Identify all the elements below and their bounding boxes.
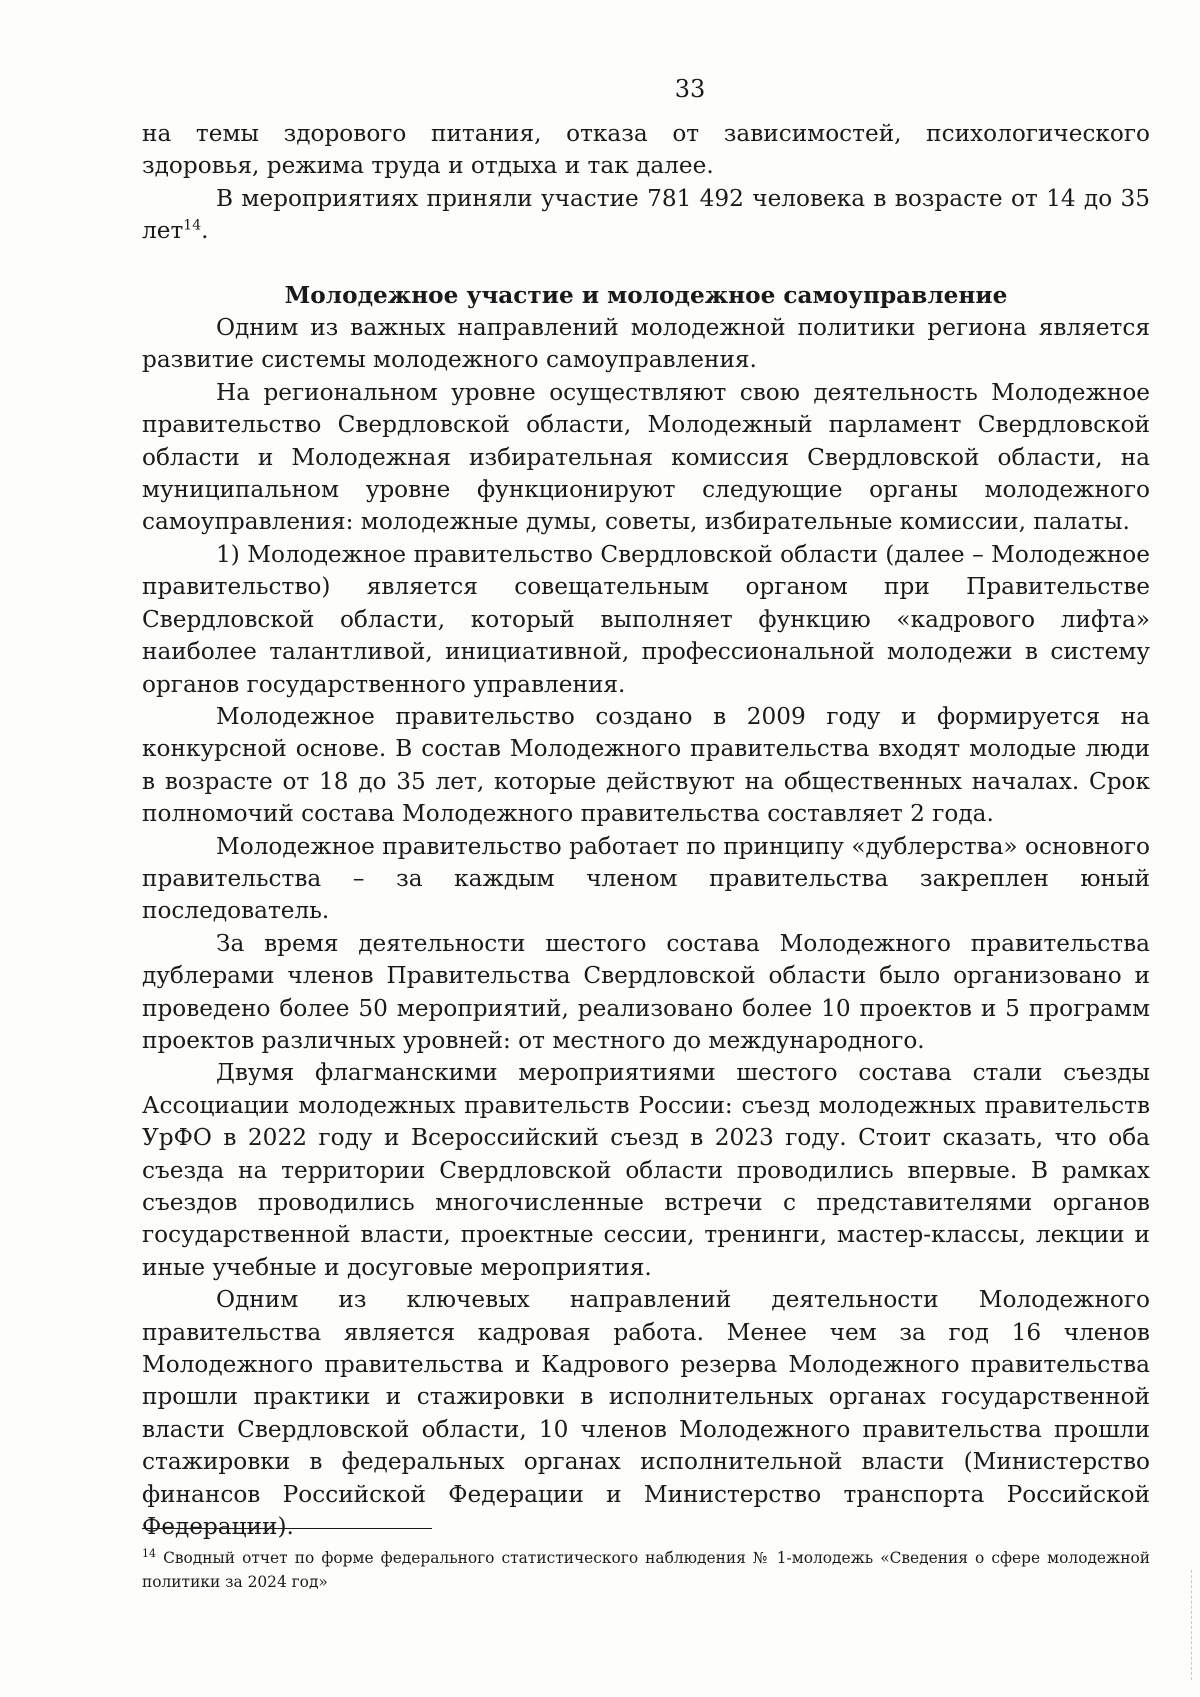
- footnote-divider: [142, 1528, 432, 1529]
- paragraph-regional-bodies: На региональном уровне осуществляют свою деятельность Молодежное правительство Свердловской области, Молодежный парламент Свердловской области и Молодежная избирательная комиссия Свердловской области, на муниципальном уровне функционируют следующие органы молодежного самоуправления: молодежные думы, советы, избирательные комиссии, палаты.: [142, 378, 1150, 536]
- footnote: [142, 1546, 1150, 1594]
- footnote-marker: 14: [142, 1546, 156, 1560]
- scan-edge-artifact: [1191, 1570, 1194, 1680]
- paragraph-youth-government-formation: Молодежное правительство создано в 2009 году и формируется на конкурсной основе. В состав Молодежного правительства входят молодые люди в возрасте от 18 до 35 лет, которые действуют на общественных началах. Срок полномочий состава Молодежного правительства составляет 2 года.: [142, 702, 1150, 828]
- paragraph-continuation: на темы здорового питания, отказа от зависимостей, психологического здоровья, режима труда и отдыха и так далее.: [142, 120, 1150, 180]
- section-heading: Молодежное участие и молодежное самоуправление: [284, 281, 1008, 309]
- paragraph-youth-government-definition: 1) Молодежное правительство Свердловской области (далее – Молодежное правительство) является совещательным органом при Правительстве Свердловской области, который выполняет функцию «кадрового лифта» наиболее талантливой, инициативной, профессиональной молодежи в систему органов государственного управления.: [142, 540, 1150, 698]
- paragraph-sixth-composition-results: За время деятельности шестого состава Молодежного правительства дублерами членов Правительства Свердловской области было организовано и проведено более 50 мероприятий, реализовано более 10 проектов и 5 программ проектов различных уровней: от местного до международного.: [142, 929, 1150, 1054]
- paragraph-flagship-events: Двумя флагманскими мероприятиями шестого состава стали съезды Ассоциации молодежных правительств России: съезд молодежных правительств УрФО в 2022 году и Всероссийский съезд в 2023 году. Стоит сказать, что оба съезда на территории Свердловской области проводились впервые. В рамках съездов проводились многочисленные встречи с представителями органов государственной власти, проектные сессии, тренинги, мастер-классы, лекции и иные учебные и досуговые мероприятия.: [142, 1059, 1150, 1281]
- paragraph-participants: [142, 183, 1150, 248]
- participants-text: В мероприятиях приняли участие 781 492 человека в возрасте от 14 до 35 лет: [142, 184, 1150, 245]
- footnote-text: Сводный отчет по форме федерального статистического наблюдения № 1-молодежь «Сведения о сфере молодежной политики за 2024 год»: [142, 1549, 1150, 1591]
- page-number: 33: [674, 75, 706, 103]
- footnote-ref: 14: [183, 217, 202, 234]
- participants-end: .: [201, 217, 209, 245]
- page-body: [142, 118, 1150, 1543]
- paragraph-self-government-intro: Одним из важных направлений молодежной политики региона является развитие системы молодежного самоуправления.: [142, 314, 1150, 374]
- paragraph-understudy-principle: Молодежное правительство работает по принципу «дублерства» основного правительства – за каждым членом правительства закреплен юный последователь.: [142, 832, 1150, 925]
- paragraph-personnel-work: Одним из ключевых направлений деятельности Молодежного правительства является кадровая работа. Менее чем за год 16 членов Молодежного правительства и Кадрового резерва Молодежного правительства прошли практики и стажировки в исполнительных органах государственной власти Свердловской области, 10 членов Молодежного правительства прошли стажировки в федеральных органах исполнительной власти (Министерство финансов Российской Федерации и Министерство транспорта Российской Федерации).: [142, 1286, 1150, 1541]
